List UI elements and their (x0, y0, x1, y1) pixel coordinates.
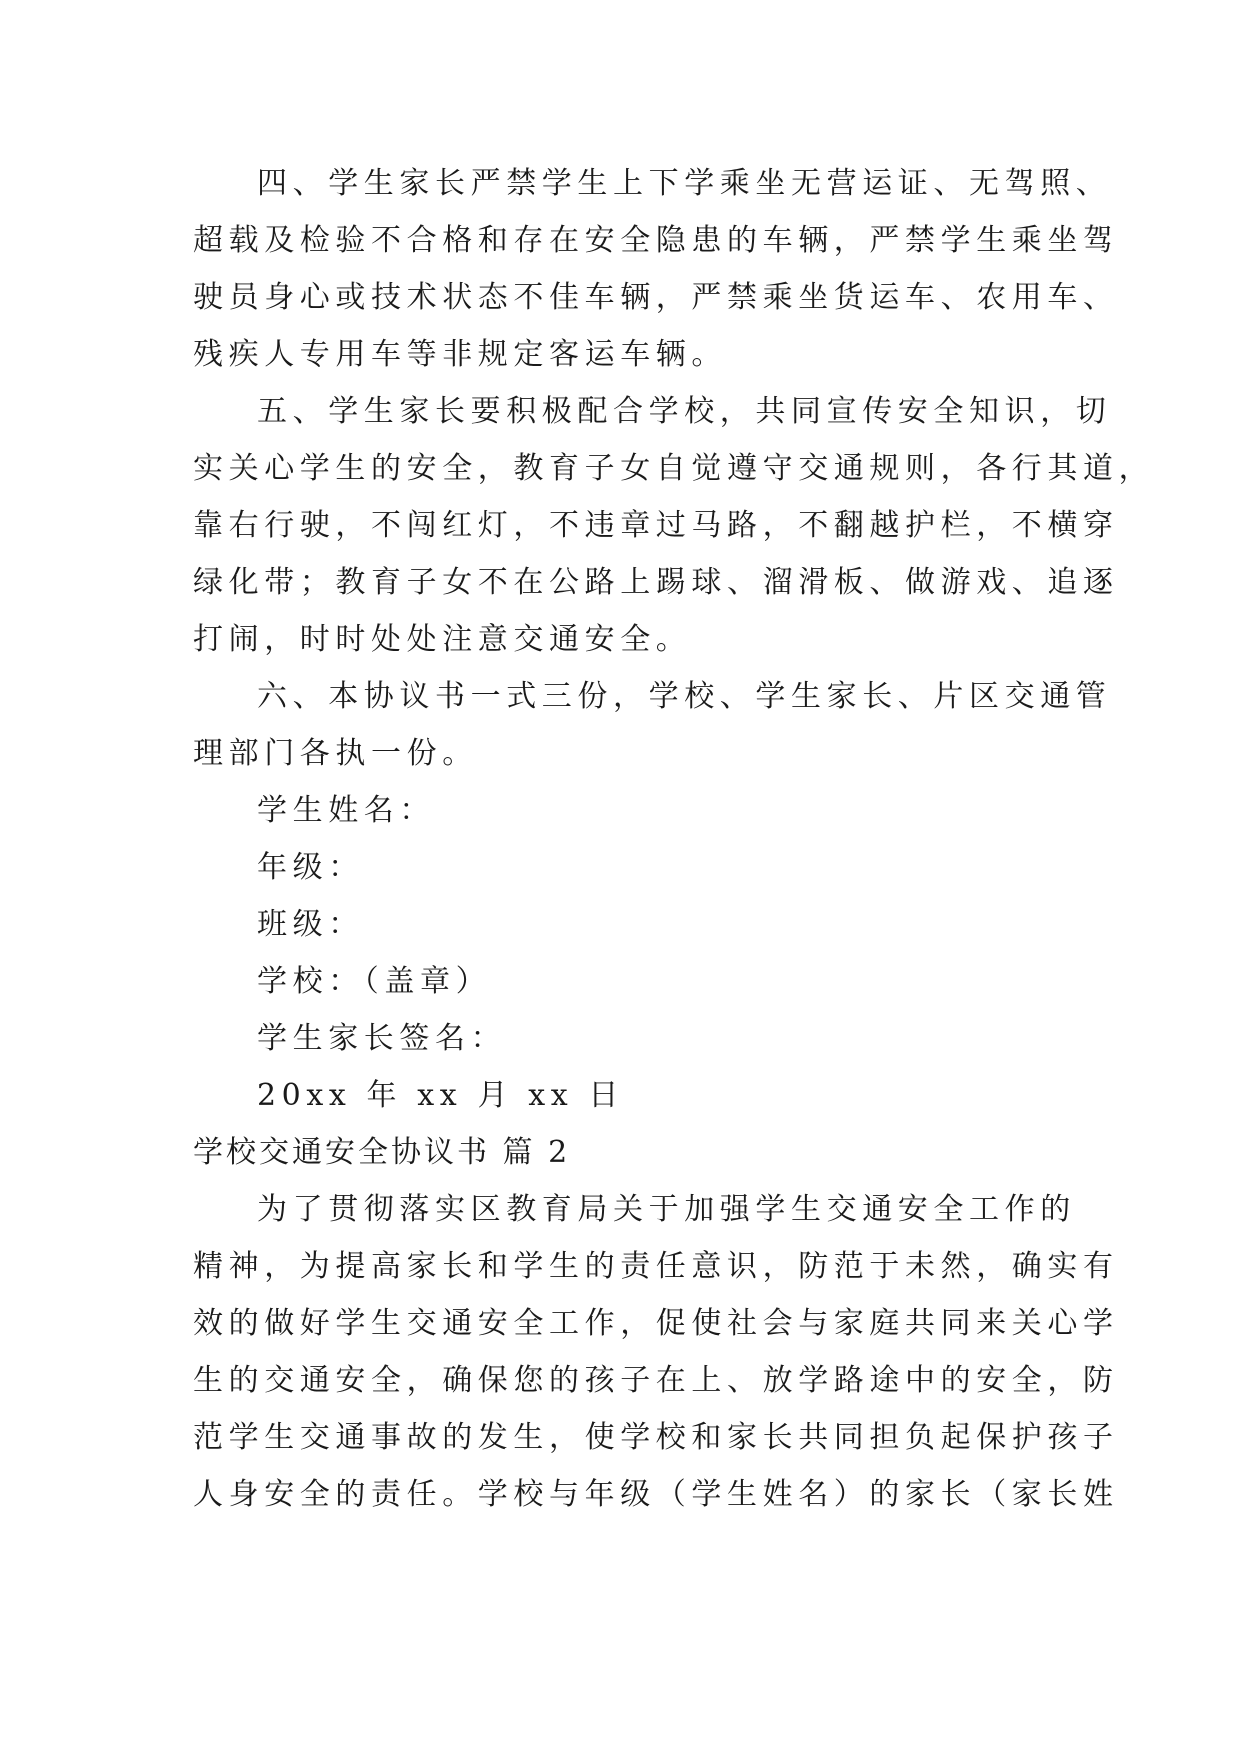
section5-line-4: 绿化带；教育子女不在公路上踢球、溜滑板、做游戏、追逐 (193, 565, 1119, 600)
school-seal-field: 学校：（盖章） (257, 964, 492, 999)
intro2-line-3: 效的做好学生交通安全工作，促使社会与家庭共同来关心学 (193, 1306, 1119, 1341)
intro2-line-6: 人身安全的责任。学校与年级（学生姓名）的家长（家长姓 (193, 1477, 1119, 1512)
grade-field: 年级： (257, 850, 364, 885)
parent-signature-field: 学生家长签名： (257, 1021, 507, 1056)
class-field: 班级： (257, 907, 364, 942)
section-heading-2: 学校交通安全协议书 篇 2 (193, 1135, 571, 1170)
section5-line-2: 实关心学生的安全，教育子女自觉遵守交通规则，各行其道， (193, 451, 1155, 486)
intro2-line-5: 范学生交通事故的发生，使学校和家长共同担负起保护孩子 (193, 1420, 1119, 1455)
date-field: 20xx 年 xx 月 xx 日 (257, 1078, 624, 1113)
intro2-line-2: 精神，为提高家长和学生的责任意识，防范于未然，确实有 (193, 1249, 1119, 1284)
section4-line-2: 超载及检验不合格和存在安全隐患的车辆，严禁学生乘坐驾 (193, 223, 1119, 258)
section6-line-1: 六、本协议书一式三份，学校、学生家长、片区交通管 (257, 679, 1112, 714)
section5-line-1: 五、学生家长要积极配合学校，共同宣传安全知识，切 (257, 394, 1112, 429)
section4-line-1: 四、学生家长严禁学生上下学乘坐无营运证、无驾照、 (257, 166, 1112, 201)
section4-line-4: 残疾人专用车等非规定客运车辆。 (193, 337, 727, 372)
intro2-line-4: 生的交通安全，确保您的孩子在上、放学路途中的安全，防 (193, 1363, 1119, 1398)
section5-line-3: 靠右行驶，不闯红灯，不违章过马路，不翻越护栏，不横穿 (193, 508, 1119, 543)
section5-line-5: 打闹，时时处处注意交通安全。 (193, 622, 692, 657)
section4-line-3: 驶员身心或技术状态不佳车辆，严禁乘坐货运车、农用车、 (193, 280, 1119, 315)
student-name-field: 学生姓名： (257, 793, 435, 828)
section6-line-2: 理部门各执一份。 (193, 736, 478, 771)
intro2-line-1: 为了贯彻落实区教育局关于加强学生交通安全工作的 (257, 1192, 1076, 1227)
